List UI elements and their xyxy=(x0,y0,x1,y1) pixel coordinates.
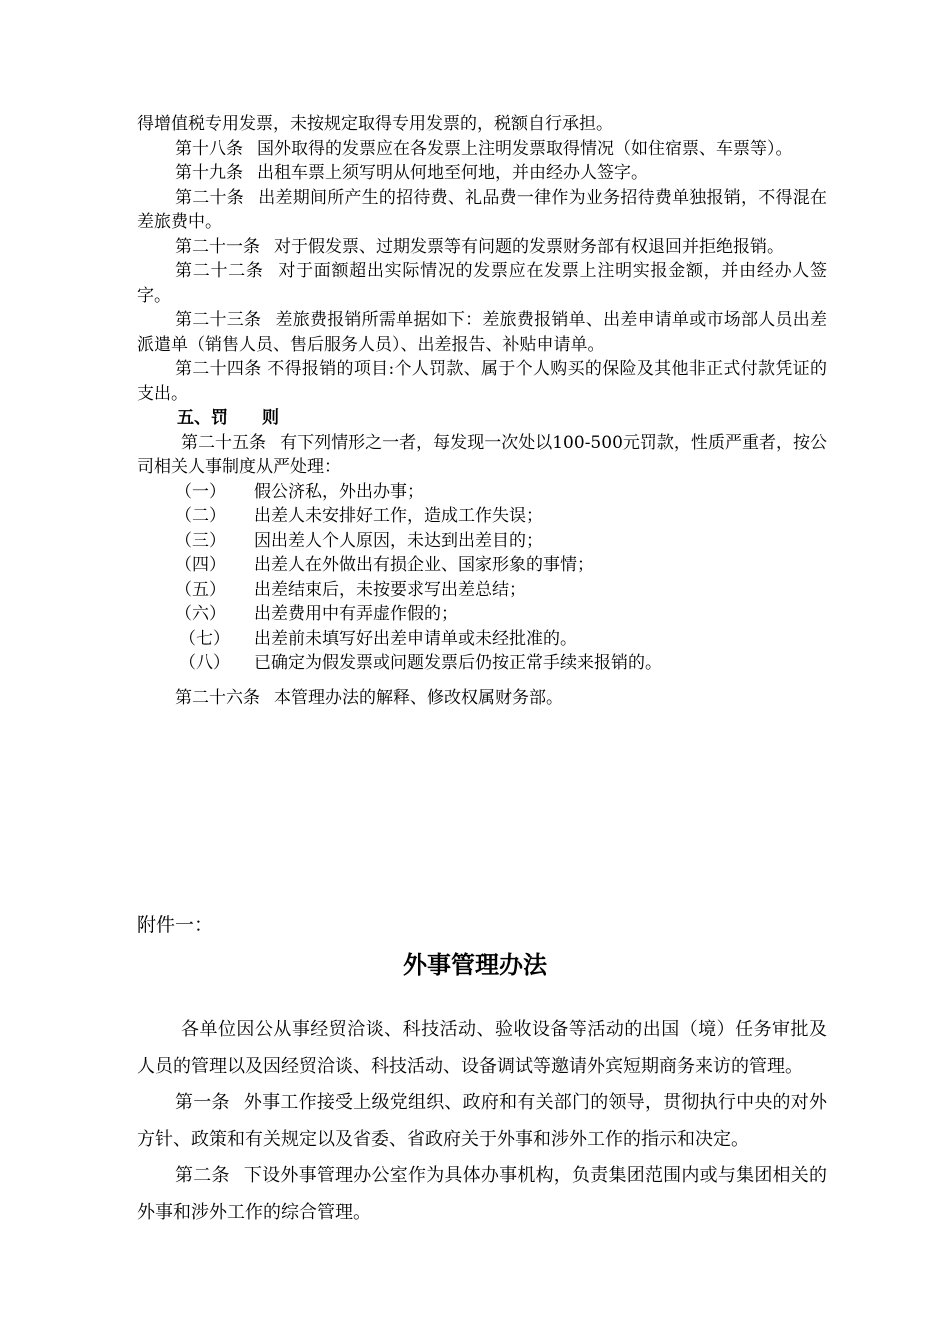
list-item-number: （八） xyxy=(179,653,230,673)
list-item-text: 出差前未填写好出差申请单或未经批准的。 xyxy=(254,628,577,649)
article-label: 第二十一条 xyxy=(175,236,260,257)
list-item xyxy=(175,602,827,627)
list-item xyxy=(175,480,827,505)
article-label: 第二十三条 xyxy=(175,310,262,330)
article-text: 对于面额超出实际情况的发票应在发票上注明实报金额，并由经办人签字。 xyxy=(137,261,828,306)
article-text: 本管理办法的解释、修改权属财务部。 xyxy=(274,687,563,708)
document-title: 外事管理办法 xyxy=(403,951,547,979)
article-label: 第一条 xyxy=(175,1092,230,1113)
article-label: 第二十五条 xyxy=(181,432,267,453)
article-20 xyxy=(137,186,827,235)
list-item xyxy=(175,651,827,676)
article-label: 第二十二条 xyxy=(175,261,264,281)
penalty-list xyxy=(137,480,827,676)
list-item xyxy=(175,529,827,554)
chapter-heading xyxy=(137,406,827,431)
paragraph-continuation: 得增值税专用发票，未按规定取得专用发票的，税额自行承担。 xyxy=(137,114,613,134)
article-label: 第十八条 xyxy=(175,138,243,159)
article-label: 第二条 xyxy=(175,1165,230,1186)
article-1 xyxy=(137,1085,827,1158)
list-item xyxy=(175,578,827,603)
foreign-affairs-section xyxy=(137,1012,827,1231)
list-item-text: 出差人在外做出有损企业、国家形象的事情； xyxy=(254,555,594,575)
article-22 xyxy=(137,259,827,308)
expense-rules-section xyxy=(137,112,827,710)
article-text: 对于假发票、过期发票等有问题的发票财务部有权退回并拒绝报销。 xyxy=(274,236,784,257)
article-2 xyxy=(137,1158,827,1231)
list-item-text: 出差人未安排好工作，造成工作失误； xyxy=(254,506,543,526)
list-item-text: 已确定为假发票或问题发票后仍按正常手续来报销的。 xyxy=(254,653,662,673)
list-item xyxy=(175,504,827,529)
article-text: 出差期间所产生的招待费、礼品费一律作为业务招待费单独报销，不得混在差旅费中。 xyxy=(137,187,828,232)
list-item-number: （六） xyxy=(175,604,226,624)
list-item-text: 出差费用中有弄虚作假的； xyxy=(254,604,458,624)
list-item-number: （七） xyxy=(179,628,230,649)
list-item-number: （二） xyxy=(175,506,226,526)
article-text: 下设外事管理办公室作为具体办事机构，负责集团范围内或与集团相关的外事和涉外工作的综合管理。 xyxy=(137,1165,827,1223)
article-23 xyxy=(137,308,827,357)
article-label: 第二十条 xyxy=(175,187,244,208)
article-text: 国外取得的发票应在各发票上注明发票取得情况（如住宿票、车票等）。 xyxy=(257,138,793,159)
article-text: 有下列情形之一者，每发现一次处以100-500元罚款，性质严重者，按公司相关人事制度从严处理： xyxy=(137,432,828,477)
article-21 xyxy=(137,235,827,260)
chapter-heading-part1: 五、罚 xyxy=(177,408,228,428)
article-26 xyxy=(137,686,827,711)
list-item-text: 假公济私，外出办事； xyxy=(254,481,424,502)
article-label: 第十九条 xyxy=(175,163,243,183)
article-25 xyxy=(137,431,827,480)
article-text: 出租车票上须写明从何地至何地，并由经办人签字。 xyxy=(257,163,648,183)
article-18 xyxy=(137,137,827,162)
attachment-label: 附件一： xyxy=(137,914,214,936)
list-item-text: 因出差人个人原因，未达到出差目的； xyxy=(254,530,543,551)
list-item xyxy=(175,553,827,578)
article-text: 外事工作接受上级党组织、政府和有关部门的领导，贯彻执行中央的对外方针、政策和有关规定以及省委、省政府关于外事和涉外工作的指示和决定。 xyxy=(137,1092,827,1150)
article-text: 差旅费报销所需单据如下：差旅费报销单、出差申请单或市场部人员出差派遣单（销售人员、售后服务人员）、出差报告、补贴申请单。 xyxy=(137,310,828,355)
article-19 xyxy=(137,161,827,186)
list-item-number: （三） xyxy=(175,530,226,551)
list-item-number: （五） xyxy=(175,579,226,600)
list-item xyxy=(175,627,827,652)
article-label: 第二十六条 xyxy=(175,687,260,708)
list-item-text: 出差结束后，未按要求写出差总结； xyxy=(254,579,526,600)
chapter-heading-part2: 则 xyxy=(262,408,279,428)
article-24: 第二十四条 不得报销的项目:个人罚款、属于个人购买的保险及其他非正式付款凭证的支出。 xyxy=(137,359,827,404)
intro-paragraph: 各单位因公从事经贸洽谈、科技活动、验收设备等活动的出国（境）任务审批及人员的管理以及因经贸洽谈、科技活动、设备调试等邀请外宾短期商务来访的管理。 xyxy=(137,1019,827,1077)
list-item-number: （一） xyxy=(175,481,226,502)
list-item-number: （四） xyxy=(175,555,226,575)
